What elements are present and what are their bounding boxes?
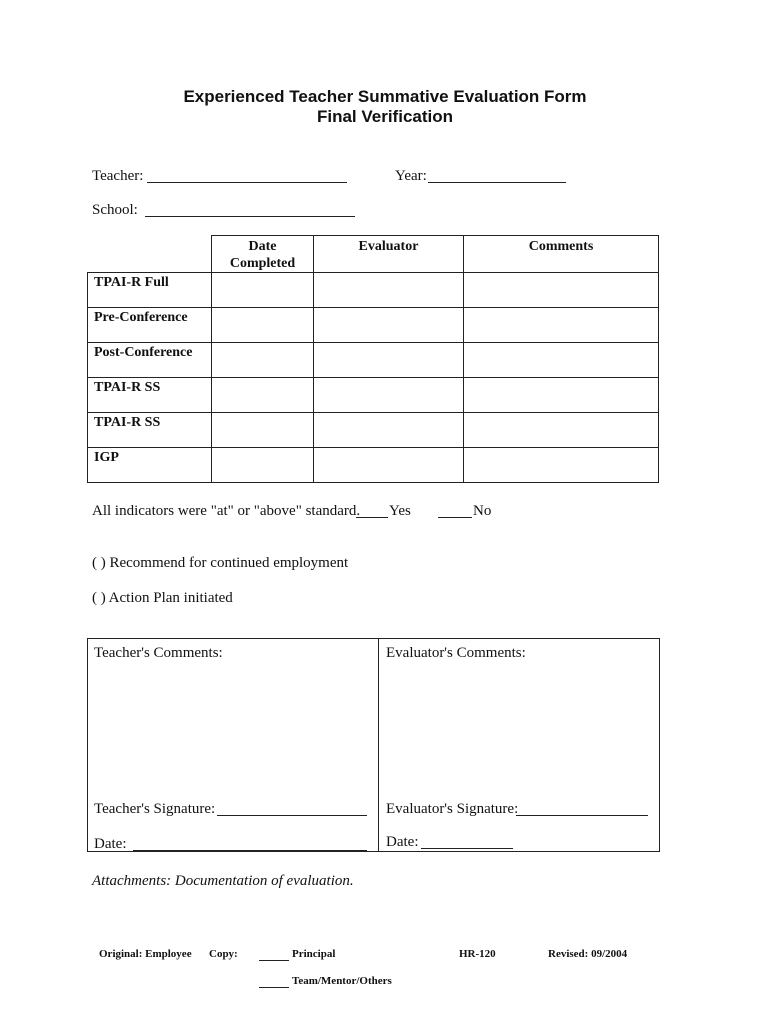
teacher-date-field[interactable]: [133, 850, 367, 851]
row-label: TPAI-R SS: [88, 378, 212, 413]
date-cell[interactable]: [212, 413, 314, 448]
recommend-option[interactable]: ( ) Recommend for continued employment: [92, 555, 349, 571]
column-date-completed: [212, 236, 314, 273]
footer-original: Original: Employee: [99, 948, 192, 960]
row-label: Pre-Conference: [88, 308, 212, 343]
school-label: School:: [92, 202, 138, 218]
teacher-label: Teacher:: [92, 168, 144, 184]
table-row: [88, 378, 659, 413]
row-label: IGP: [88, 448, 212, 483]
table-row: [88, 448, 659, 483]
evaluator-signature-label: Evaluator's Signature:: [386, 801, 519, 817]
action-plan-option[interactable]: ( ) Action Plan initiated: [92, 590, 233, 606]
teacher-date-label: Date:: [94, 836, 127, 852]
evaluator-cell[interactable]: [314, 308, 464, 343]
date-cell[interactable]: [212, 273, 314, 308]
footer-principal: Principal: [292, 948, 336, 960]
teacher-signature-label: Teacher's Signature:: [94, 801, 216, 817]
footer-copy: Copy:: [209, 948, 238, 960]
evaluation-table: [87, 235, 659, 483]
table-row: [88, 308, 659, 343]
attachments-note: Attachments: Documentation of evaluation.: [92, 873, 354, 889]
date-cell[interactable]: [212, 448, 314, 483]
year-field[interactable]: [428, 182, 566, 183]
school-field[interactable]: [145, 216, 355, 217]
comments-divider: [378, 639, 379, 851]
table-row: [88, 343, 659, 378]
evaluator-comments-area[interactable]: [386, 667, 654, 795]
comments-cell[interactable]: [464, 343, 659, 378]
principal-blank[interactable]: [259, 960, 289, 961]
indicators-text: All indicators were "at" or "above" standard.: [92, 503, 361, 519]
yes-label: Yes: [389, 503, 411, 519]
table-corner: [88, 236, 212, 273]
evaluator-cell[interactable]: [314, 448, 464, 483]
evaluator-cell[interactable]: [314, 378, 464, 413]
teacher-signature-field[interactable]: [217, 815, 367, 816]
comments-cell[interactable]: [464, 413, 659, 448]
date-cell[interactable]: [212, 308, 314, 343]
form-title: Experienced Teacher Summative Evaluation Form: [183, 87, 587, 106]
footer-form-number: HR-120: [459, 948, 496, 960]
evaluator-date-label: Date:: [386, 834, 419, 850]
footer-revised: Revised: 09/2004: [548, 948, 628, 960]
row-label: Post-Conference: [88, 343, 212, 378]
team-blank[interactable]: [259, 987, 289, 988]
footer-team: Team/Mentor/Others: [292, 975, 392, 987]
column-comments: Comments: [464, 236, 659, 273]
table-row: [88, 413, 659, 448]
comments-cell[interactable]: [464, 448, 659, 483]
no-label: No: [473, 503, 492, 519]
year-label: Year:: [395, 168, 427, 184]
evaluator-cell[interactable]: [314, 273, 464, 308]
row-label: TPAI-R Full: [88, 273, 212, 308]
row-label: TPAI-R SS: [88, 413, 212, 448]
evaluator-comments-label: Evaluator's Comments:: [386, 645, 526, 661]
comments-cell[interactable]: [464, 378, 659, 413]
column-date-line2: Completed: [229, 256, 296, 271]
date-cell[interactable]: [212, 378, 314, 413]
comments-cell[interactable]: [464, 273, 659, 308]
evaluator-cell[interactable]: [314, 413, 464, 448]
column-evaluator: Evaluator: [314, 236, 464, 273]
date-cell[interactable]: [212, 343, 314, 378]
table-row: [88, 273, 659, 308]
form-subtitle: Final Verification: [316, 107, 454, 126]
no-blank[interactable]: [438, 517, 472, 518]
teacher-comments-label: Teacher's Comments:: [94, 645, 223, 661]
teacher-comments-area[interactable]: [94, 667, 370, 795]
teacher-field[interactable]: [147, 182, 347, 183]
column-date-line1: Date: [248, 239, 277, 254]
evaluator-signature-field[interactable]: [516, 815, 648, 816]
table-header-row: [88, 236, 659, 273]
evaluator-cell[interactable]: [314, 343, 464, 378]
evaluator-date-field[interactable]: [421, 848, 513, 849]
comments-section: [87, 638, 660, 852]
yes-blank[interactable]: [356, 517, 388, 518]
comments-cell[interactable]: [464, 308, 659, 343]
